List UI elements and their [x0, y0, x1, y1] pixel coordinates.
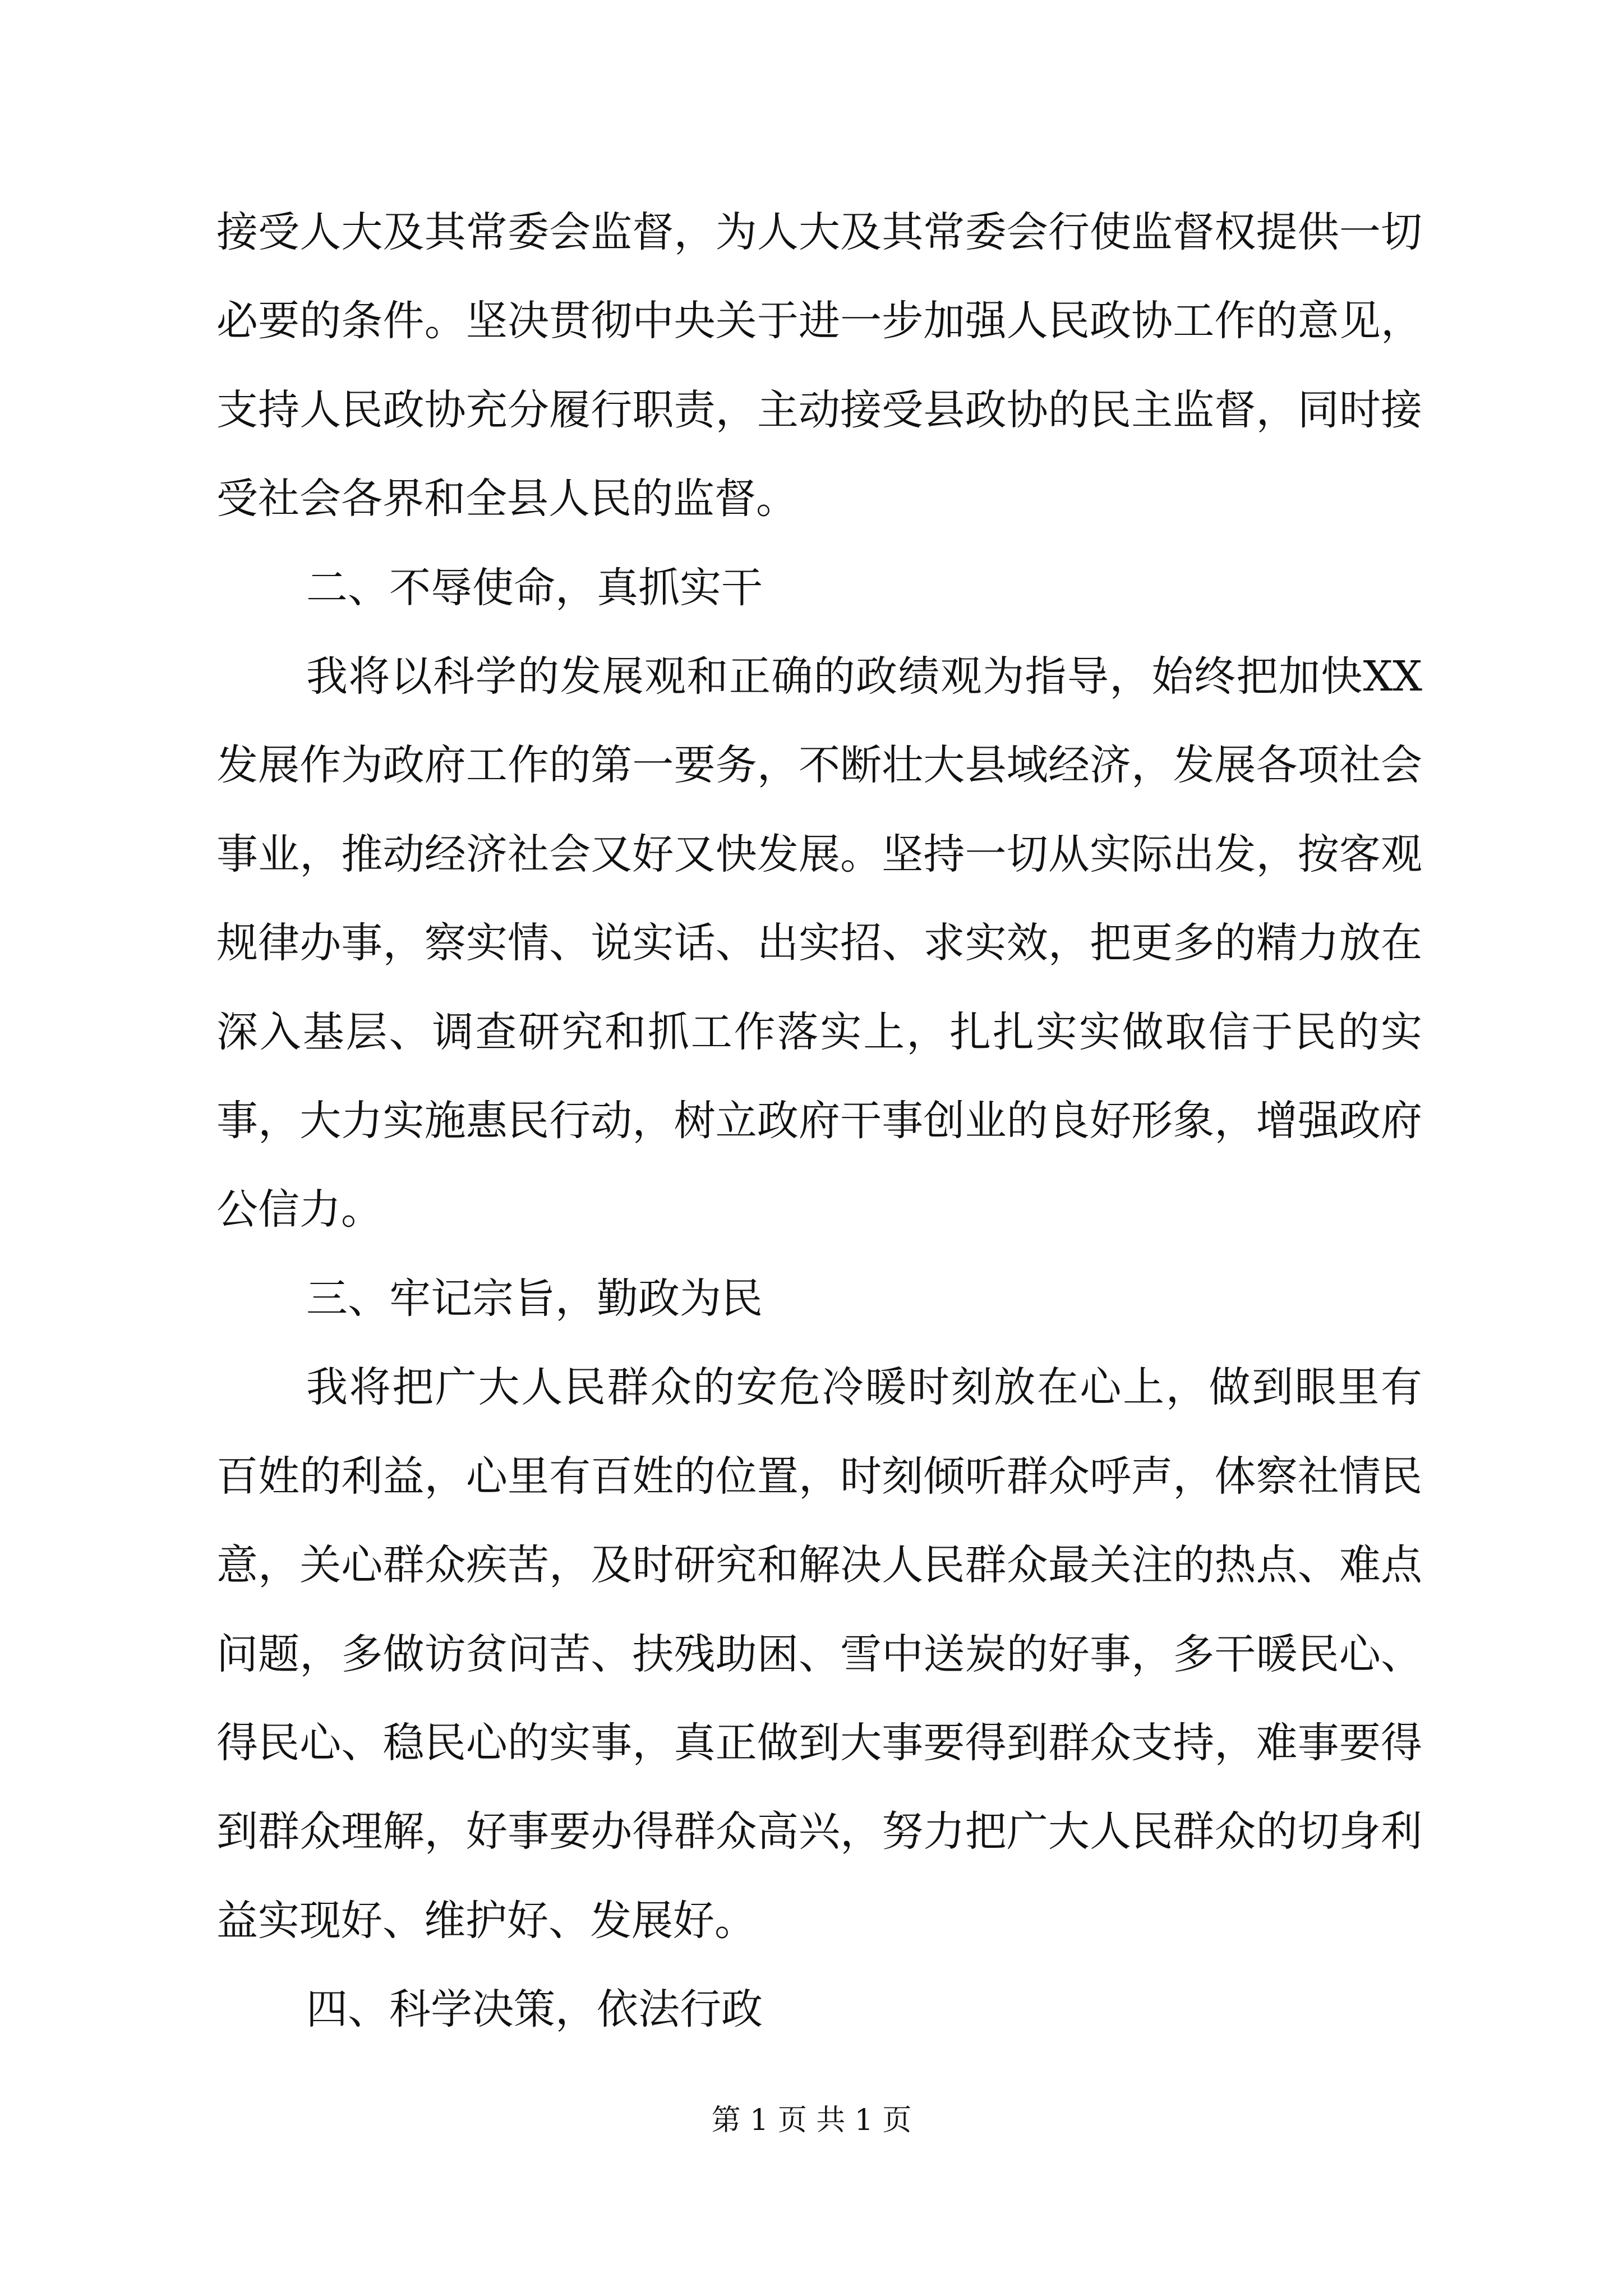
- page-footer: 第 1 页 共 1 页: [711, 2104, 912, 2137]
- paragraph-section-3: 我将把广大人民群众的安危冷暖时刻放在心上，做到眼里有百姓的利益，心里有百姓的位置，时刻倾听群众呼声，体察社情民意，关心群众疾苦，及时研究和解决人民群众最关注的热点、难点问题，多做访贫问苦、扶残助困、雪中送炭的好事，多干暖民心、得民心、稳民心的实事，真正做到大事要得到群众支持，难事要得到群众理解，好事要办得群众高兴，努力把广大人民群众的切身利益实现好、维护好、发展好。: [216, 1363, 1422, 1945]
- section-heading-3: 三、牢记宗旨，勤政为民: [306, 1274, 763, 1323]
- paragraph-continuation: 接受人大及其常委会监督，为人大及其常委会行使监督权提供一切必要的条件。坚决贯彻中央关于进一步加强人民政协工作的意见，支持人民政协充分履行职责，主动接受县政协的民主监督，同时接受社会各界和全县人民的监督。: [216, 208, 1422, 523]
- section-heading-2: 二、不辱使命，真抓实干: [306, 563, 763, 612]
- paragraph-section-2: 我将以科学的发展观和正确的政绩观为指导，始终把加快XX发展作为政府工作的第一要务，不断壮大县域经济，发展各项社会事业，推动经济社会又好又快发展。坚持一切从实际出发，按客观规律办事，察实情、说实话、出实招、求实效，把更多的精力放在深入基层、调查研究和抓工作落实上，扎扎实实做取信于民的实事，大力实施惠民行动，树立政府干事创业的良好形象，增强政府公信力。: [216, 652, 1422, 1234]
- section-heading-4: 四、科学决策，依法行政: [306, 1985, 763, 2034]
- document-body: [216, 188, 1422, 2054]
